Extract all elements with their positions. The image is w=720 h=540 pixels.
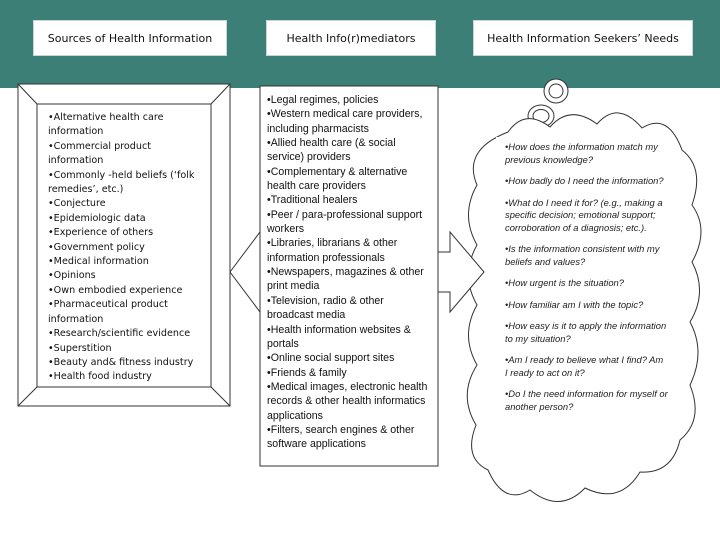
source-item: • Opinions	[48, 269, 200, 283]
intermediator-item: • Western medical care providers, including pharmacists	[267, 107, 432, 136]
intermediators-header: Health Info(r)mediators	[266, 20, 436, 56]
need-question: • How familiar am I with the topic?	[505, 299, 668, 312]
source-item: • Epidemiologic data	[48, 212, 200, 226]
sources-list	[48, 111, 200, 385]
need-question: • How easy is it to apply the information to my situation?	[505, 320, 668, 345]
source-item: • Government policy	[48, 241, 200, 255]
source-item: • Health food industry	[48, 370, 200, 384]
intermediator-item: • Peer / para-professional support workers	[267, 208, 432, 237]
source-item: • Research/scientific evidence	[48, 327, 200, 341]
source-item: • Experience of others	[48, 226, 200, 240]
intermediator-item: • Filters, search engines & other software applications	[267, 423, 432, 452]
intermediator-item: • Online social support sites	[267, 351, 432, 365]
source-item: • Pharmaceutical product information	[48, 298, 200, 327]
need-question: • How urgent is the situation?	[505, 277, 668, 290]
intermediators-list	[267, 93, 432, 452]
source-item: • Superstition	[48, 342, 200, 356]
intermediator-item: • Friends & family	[267, 366, 432, 380]
source-item: • Own embodied experience	[48, 284, 200, 298]
sources-header: Sources of Health Information	[33, 20, 227, 56]
source-item: • Medical information	[48, 255, 200, 269]
source-item: • Beauty and& fitness industry	[48, 356, 200, 370]
source-item: • Commonly -held beliefs (‘folk remedies’, etc.)	[48, 169, 200, 198]
need-question: • Is the information consistent with my beliefs and values?	[505, 243, 668, 268]
intermediator-item: • Medical images, electronic health records & other health informatics applications	[267, 380, 432, 423]
source-item: • Commercial product information	[48, 140, 200, 169]
need-question: • What do I need it for? (e.g., making a specific decision; emotional support; corroboration of a diagnosis; etc.).	[505, 197, 668, 235]
needs-list	[505, 141, 668, 422]
intermediator-item: • Complementary & alternative health care providers	[267, 165, 432, 194]
need-question: • How does the information match my previous knowledge?	[505, 141, 668, 166]
intermediator-item: • Libraries, librarians & other information professionals	[267, 236, 432, 265]
source-item: • Conjecture	[48, 197, 200, 211]
intermediator-item: • Television, radio & other broadcast media	[267, 294, 432, 323]
source-item: • Alternative health care information	[48, 111, 200, 140]
intermediator-item: • Allied health care (& social service) providers	[267, 136, 432, 165]
intermediator-item: • Health information websites & portals	[267, 323, 432, 352]
need-question: • Am I ready to believe what I find? Am I ready to act on it?	[505, 354, 668, 379]
need-question: • How badly do I need the information?	[505, 175, 668, 188]
thought-bubble-small	[544, 79, 568, 103]
intermediator-item: • Legal regimes, policies	[267, 93, 432, 107]
intermediator-item: • Traditional healers	[267, 193, 432, 207]
intermediator-item: • Newspapers, magazines & other print media	[267, 265, 432, 294]
needs-header: Health Information Seekers’ Needs	[473, 20, 693, 56]
need-question: • Do I the need information for myself or another person?	[505, 388, 668, 413]
